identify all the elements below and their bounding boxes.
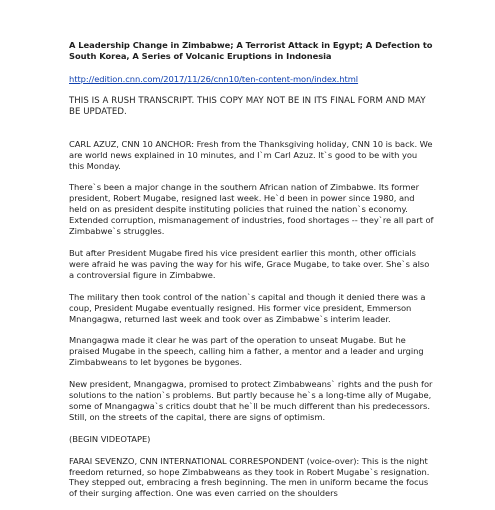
paragraph: There`s been a major change in the southern African nation of Zimbabwe. Its former president, Robert Mugabe, resigned last week. He`d been in power since 1980, and held on as president despite instituting policies that ruined the nation`s economy. Extended corruption, mismanagement of industries, food shortages -- they`re all part of Zimbabwe`s struggles. xyxy=(69,182,434,237)
paragraph: But after President Mugabe fired his vice president earlier this month, other officials were afraid he was paving the way for his wife, Grace Mugabe, to take over. She`s also a controversial figure in Zimbabwe. xyxy=(69,247,430,280)
rush-transcript-notice: THIS IS A RUSH TRANSCRIPT. THIS COPY MAY NOT BE IN ITS FINAL FORM AND MAY BE UPDATED. xyxy=(69,95,426,117)
source-link[interactable]: http://edition.cnn.com/2017/11/26/cnn10/ten-content-mon/index.html xyxy=(69,74,359,84)
paragraph: The military then took control of the nation`s capital and though it denied there was a coup, President Mugabe eventually resigned. His former vice president, Emmerson Mnangagwa, returned last week and took over as Zimbabwe`s interim leader. xyxy=(69,291,426,324)
paragraph: CARL AZUZ, CNN 10 ANCHOR: Fresh from the Thanksgiving holiday, CNN 10 is back. We are world news explained in 10 minutes, and I`m Carl Azuz. It`s good to be with you this Monday. xyxy=(69,138,433,171)
document-title: A Leadership Change in Zimbabwe; A Terrorist Attack in Egypt; A Defection to South Korea, A Series of Volcanic Eruptions in Indonesia xyxy=(69,40,433,61)
paragraph: Mnangagwa made it clear he was part of the operation to unseat Mugabe. But he praised Mugabe in the speech, calling him a father, a mentor and a leader and urging Zimbabweans to let bygones be bygones. xyxy=(69,335,424,368)
paragraph: FARAI SEVENZO, CNN INTERNATIONAL CORRESPONDENT (voice-over): This is the night freedom returned, so hope Zimbabweans as they took in Robert Mugabe`s resignation. They stepped out, embracing a fresh beginning. The men in uniform became the focus of their surging affection. One was even carried on the shoulders xyxy=(69,455,430,499)
paragraph: New president, Mnangagwa, promised to protect Zimbabweans` rights and the push for solutions to the nation`s problems. But partly because he`s a long-time ally of Mugabe, some of Mnangagwa`s critics doubt that he`ll be much different than his predecessors. Still, on the streets of the capital, there are signs of optimism. xyxy=(69,379,433,422)
videotape-marker: (BEGIN VIDEOTAPE) xyxy=(69,433,151,444)
transcript-body xyxy=(69,40,434,510)
